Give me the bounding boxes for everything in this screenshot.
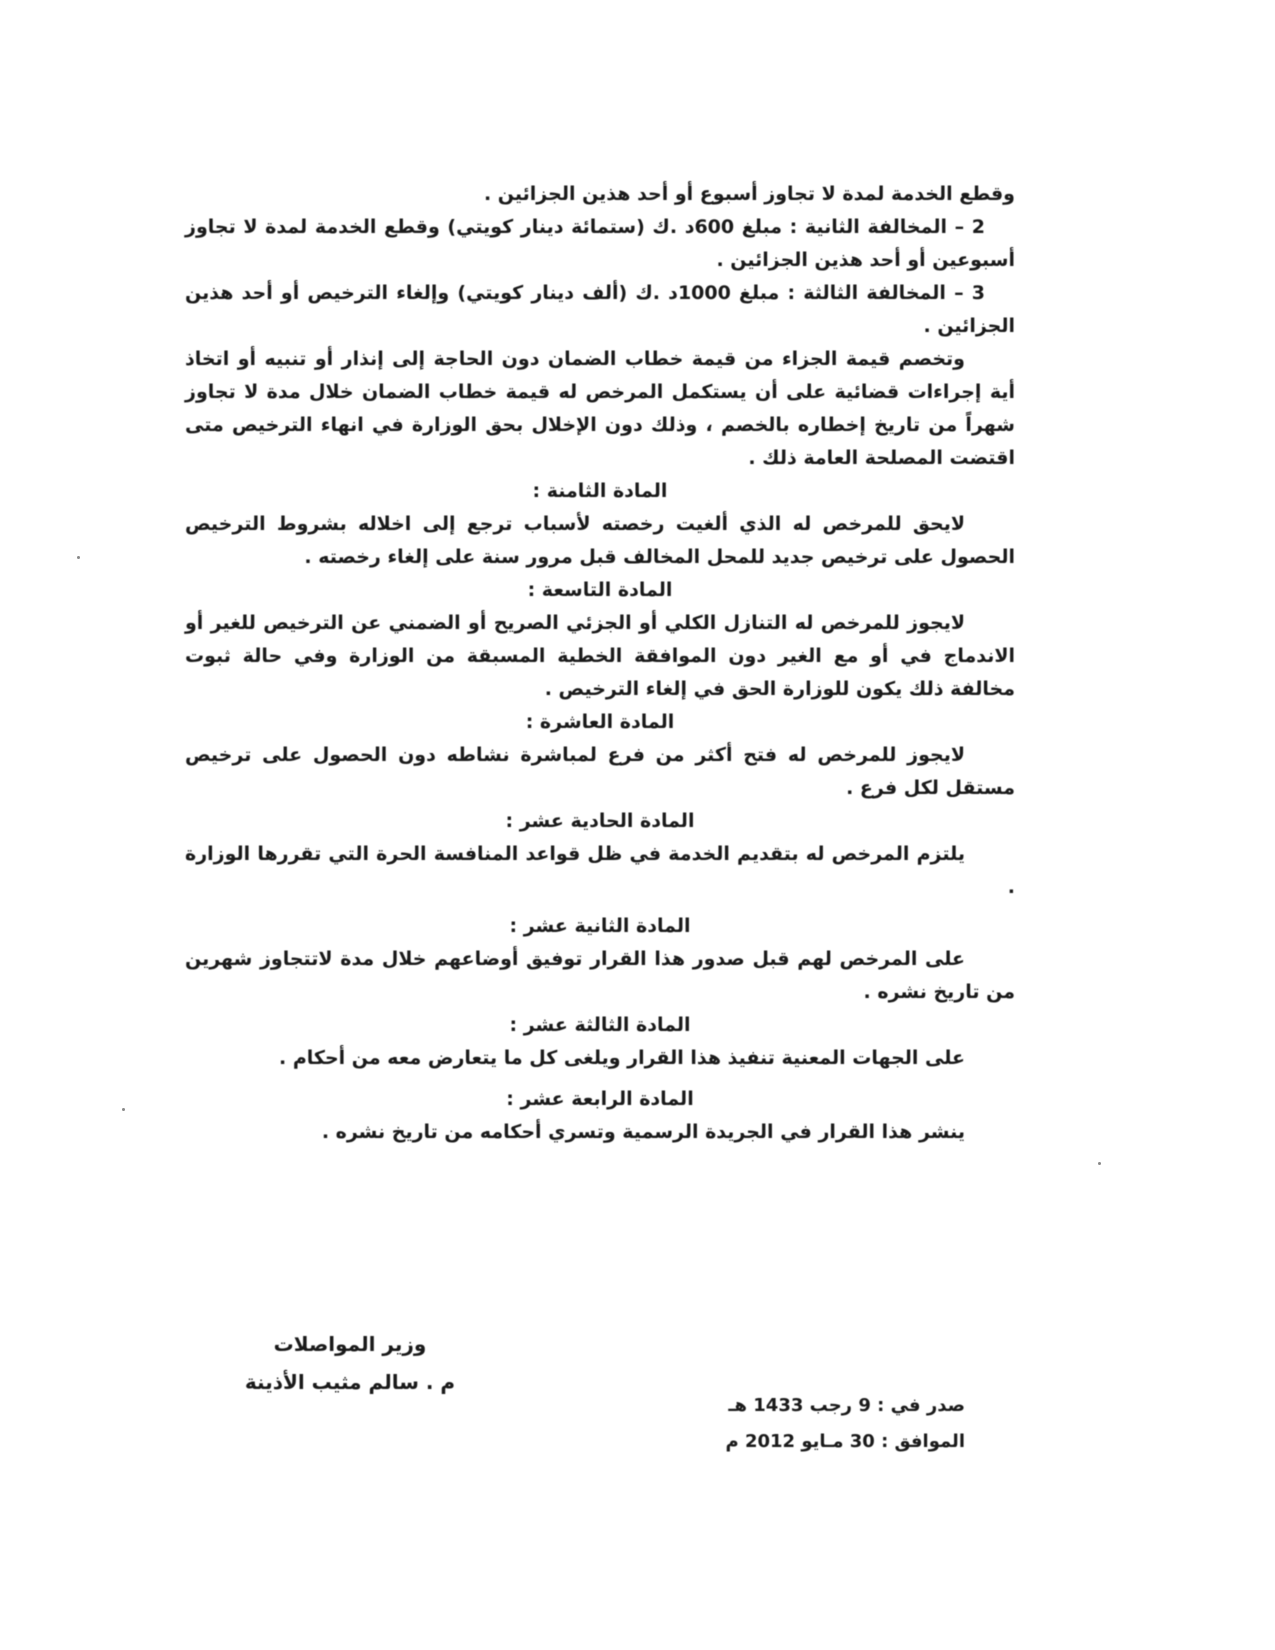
- paragraph: لايحق للمرخص له الذي ألغيت رخصته لأسباب ترجع إلى اخلاله بشروط الترخيص الحصول على ترخيص جديد للمحل المخالف قبل مرور سنة على إلغاء رخصته .: [185, 513, 1015, 568]
- article-heading: المادة التاسعة :: [527, 579, 673, 601]
- article-heading: المادة الثانية عشر :: [509, 915, 691, 937]
- date-block: [600, 1388, 965, 1460]
- paragraph: على المرخص لهم قبل صدور هذا القرار توفيق أوضاعهم خلال مدة لاتتجاوز شهرين من تاريخ نشره .: [185, 948, 1015, 1003]
- paragraph: لايجوز للمرخص له التنازل الكلي أو الجزئي الصريح أو الضمني عن الترخيص للغير أو الاندماج في أو مع الغير دون الموافقة الخطية المسبقة من الوزارة وفي حالة ثبوت مخالفة ذلك يكون للوزارة الحق في إلغاء الترخيص .: [185, 612, 1015, 700]
- article-heading: المادة الحادية عشر :: [505, 810, 695, 832]
- issued-date: صدر في : 9 رجب 1433 هـ: [728, 1395, 965, 1416]
- corresponding-date: الموافق : 30 مـايو 2012 م: [725, 1431, 965, 1452]
- paragraph: ينشر هذا القرار في الجريدة الرسمية وتسري أحكامه من تاريخ نشره .: [321, 1121, 965, 1143]
- article-heading: المادة الرابعة عشر :: [506, 1088, 694, 1110]
- minister-name: م . سالم مثيب الأذينة: [244, 1370, 456, 1394]
- paragraph: يلتزم المرخص له بتقديم الخدمة في ظل قواعد المنافسة الحرة التي تقررها الوزارة .: [185, 843, 1015, 898]
- document-body: [185, 178, 1015, 1149]
- paragraph: وتخصم قيمة الجزاء من قيمة خطاب الضمان دون الحاجة إلى إنذار أو تنبيه أو اتخاذ أية إجراءات قضائية على أن يستكمل المرخص له قيمة خطاب الضمان خلال مدة لا تجاوز شهراً من تاريخ إخطاره بالخصم ، وذلك دون الإخلال بحق الوزارة في انهاء الترخيص متى اقتضت المصلحة العامة ذلك .: [185, 348, 1015, 469]
- article-heading: المادة العاشرة :: [525, 711, 675, 733]
- signature-block: [200, 1325, 500, 1401]
- scan-speck: [1098, 1162, 1101, 1165]
- paragraph: 3 – المخالفة الثالثة : مبلغ 1000د .ك (ألف دينار كويتي) وإلغاء الترخيص أو أحد هذين الجزائين .: [185, 282, 1015, 337]
- paragraph: 2 – المخالفة الثانية : مبلغ 600د .ك (ستمائة دينار كويتي) وقطع الخدمة لمدة لا تجاوز أسبوعين أو أحد هذين الجزائين .: [185, 216, 1015, 271]
- scan-speck: [122, 1108, 125, 1111]
- paragraph: لايجوز للمرخص له فتح أكثر من فرع لمباشرة نشاطه دون الحصول على ترخيص مستقل لكل فرع .: [185, 744, 1015, 799]
- article-heading: المادة الثالثة عشر :: [509, 1014, 691, 1036]
- article-heading: المادة الثامنة :: [532, 480, 668, 502]
- paragraph: وقطع الخدمة لمدة لا تجاوز أسبوع أو أحد هذين الجزائين .: [483, 183, 1015, 205]
- minister-title: وزير المواصلات: [273, 1332, 427, 1356]
- paragraph: على الجهات المعنية تنفيذ هذا القرار ويلغى كل ما يتعارض معه من أحكام .: [279, 1047, 965, 1069]
- scan-speck: [77, 556, 80, 559]
